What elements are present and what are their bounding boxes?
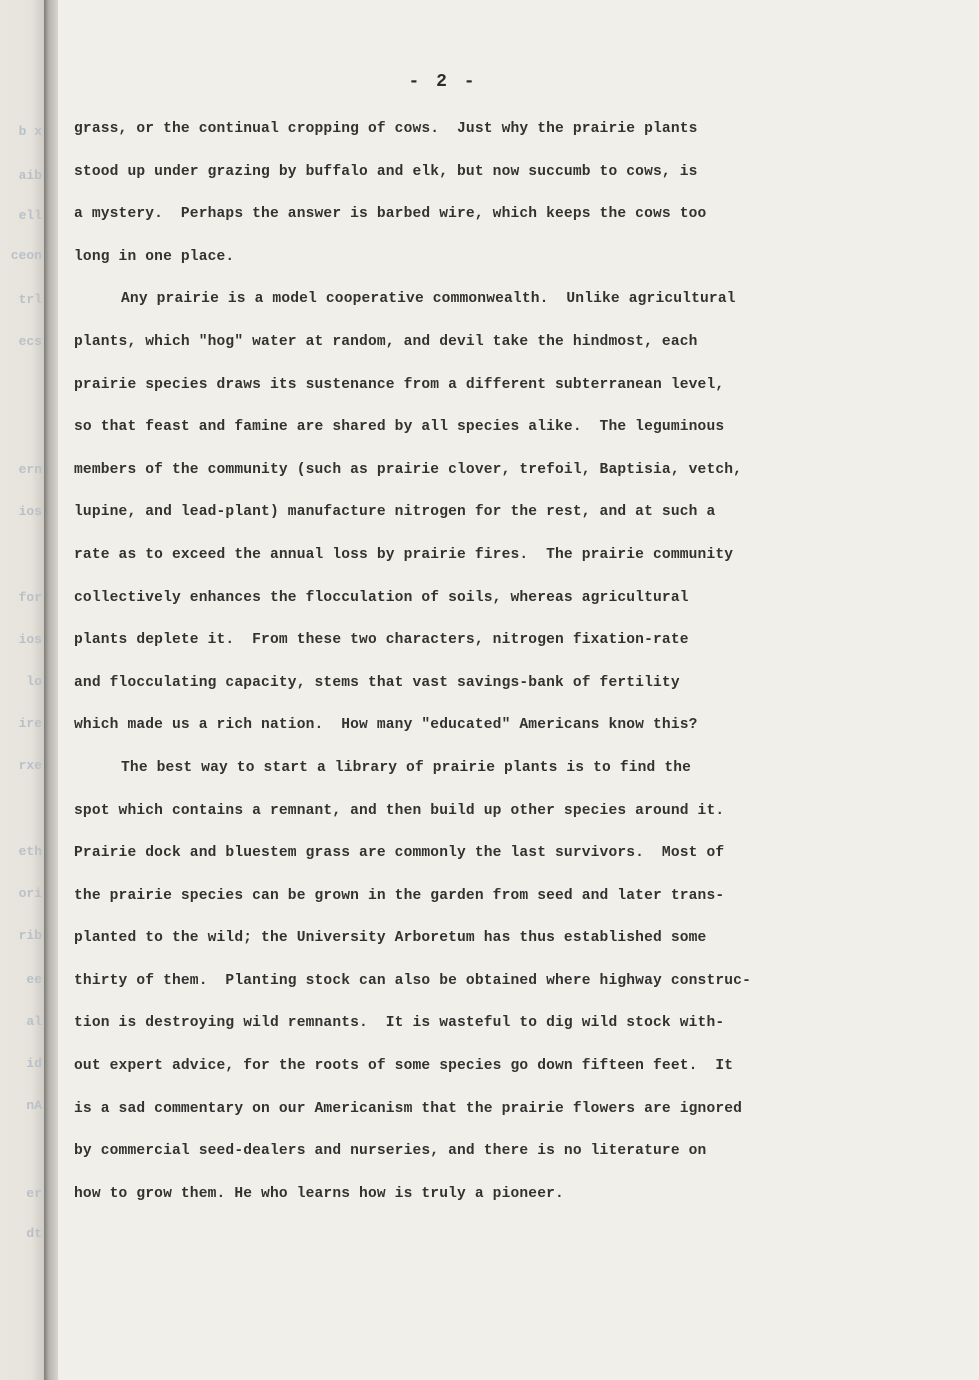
text-line: how to grow them. He who learns how is truly a pioneer. xyxy=(74,1185,564,1202)
facing-page-fragment: rxe xyxy=(18,758,42,773)
facing-page-fragment: ori xyxy=(18,886,42,901)
facing-page-fragment: ern xyxy=(18,462,42,477)
text-line: which made us a rich nation. How many "educated" Americans know this? xyxy=(74,717,698,734)
paragraph-first-line: Any prairie is a model cooperative commonwealth. Unlike agricultural xyxy=(121,291,736,308)
text-line: plants deplete it. From these two characters, nitrogen fixation-rate xyxy=(74,632,689,649)
facing-page-fragment: trl xyxy=(18,292,42,307)
facing-page-fragment: rib xyxy=(18,928,42,943)
facing-page-fragment: eth xyxy=(18,844,42,859)
facing-page-fragment: dt xyxy=(26,1226,42,1241)
text-line: so that feast and famine are shared by all species alike. The leguminous xyxy=(74,419,725,436)
facing-page-fragment: aib xyxy=(18,168,42,183)
text-line: grass, or the continual cropping of cows. Just why the prairie plants xyxy=(74,121,698,137)
text-line: members of the community (such as prairie clover, trefoil, Baptisia, vetch, xyxy=(74,461,743,478)
facing-page-fragment: ios xyxy=(18,632,42,647)
text-line: the prairie species can be grown in the garden from seed and later trans- xyxy=(74,887,725,904)
facing-page-fragment: ee xyxy=(26,972,42,987)
facing-page-fragment: ecs xyxy=(18,334,42,349)
facing-page-fragment: nA xyxy=(26,1098,42,1113)
text-line: planted to the wild; the University Arboretum has thus established some xyxy=(74,930,707,947)
facing-page-fragment: id xyxy=(26,1056,42,1071)
text-line: is a sad commentary on our Americanism that the prairie flowers are ignored xyxy=(74,1100,743,1117)
text-line: by commercial seed-dealers and nurseries, and there is no literature on xyxy=(74,1143,707,1160)
text-line: lupine, and lead-plant) manufacture nitrogen for the rest, and at such a xyxy=(74,504,716,521)
text-line: collectively enhances the flocculation of soils, whereas agricultural xyxy=(74,589,689,606)
facing-page-fragment: b x xyxy=(18,124,42,139)
text-line: Prairie dock and bluestem grass are commonly the last survivors. Most of xyxy=(74,845,725,862)
text-line: out expert advice, for the roots of some species go down fifteen feet. It xyxy=(74,1058,734,1075)
typed-page xyxy=(58,0,979,1380)
text-line: thirty of them. Planting stock can also be obtained where highway construc- xyxy=(74,972,751,989)
facing-page-fragment: ell xyxy=(18,208,42,223)
facing-page-fragment: er xyxy=(26,1186,42,1201)
text-line: prairie species draws its sustenance from a different subterranean level, xyxy=(74,376,725,393)
text-line: stood up under grazing by buffalo and elk, but now succumb to cows, is xyxy=(74,163,698,180)
body-text xyxy=(74,118,869,1225)
facing-page-fragment: al xyxy=(26,1014,42,1029)
facing-page-fragment: for xyxy=(18,590,42,605)
facing-page-fragment: ios xyxy=(18,504,42,519)
text-line: plants, which "hog" water at random, and devil take the hindmost, each xyxy=(74,333,698,350)
facing-page-fragment: lo xyxy=(26,674,42,689)
text-line: long in one place. xyxy=(74,248,235,265)
text-line: rate as to exceed the annual loss by prairie fires. The prairie community xyxy=(74,546,734,563)
text-line: tion is destroying wild remnants. It is wasteful to dig wild stock with- xyxy=(74,1015,725,1032)
binding-gutter xyxy=(44,0,58,1380)
facing-page-fragment: ire xyxy=(18,716,42,731)
facing-page-edge xyxy=(0,0,44,1380)
text-line: and flocculating capacity, stems that vast savings-bank of fertility xyxy=(74,674,680,691)
text-line: a mystery. Perhaps the answer is barbed wire, which keeps the cows too xyxy=(74,206,707,223)
facing-page-fragment: ceon xyxy=(10,248,42,263)
paragraph-first-line: The best way to start a library of prairie plants is to find the xyxy=(121,759,692,776)
text-line: spot which contains a remnant, and then build up other species around it. xyxy=(74,802,725,819)
page-number: - 2 - xyxy=(408,72,478,92)
